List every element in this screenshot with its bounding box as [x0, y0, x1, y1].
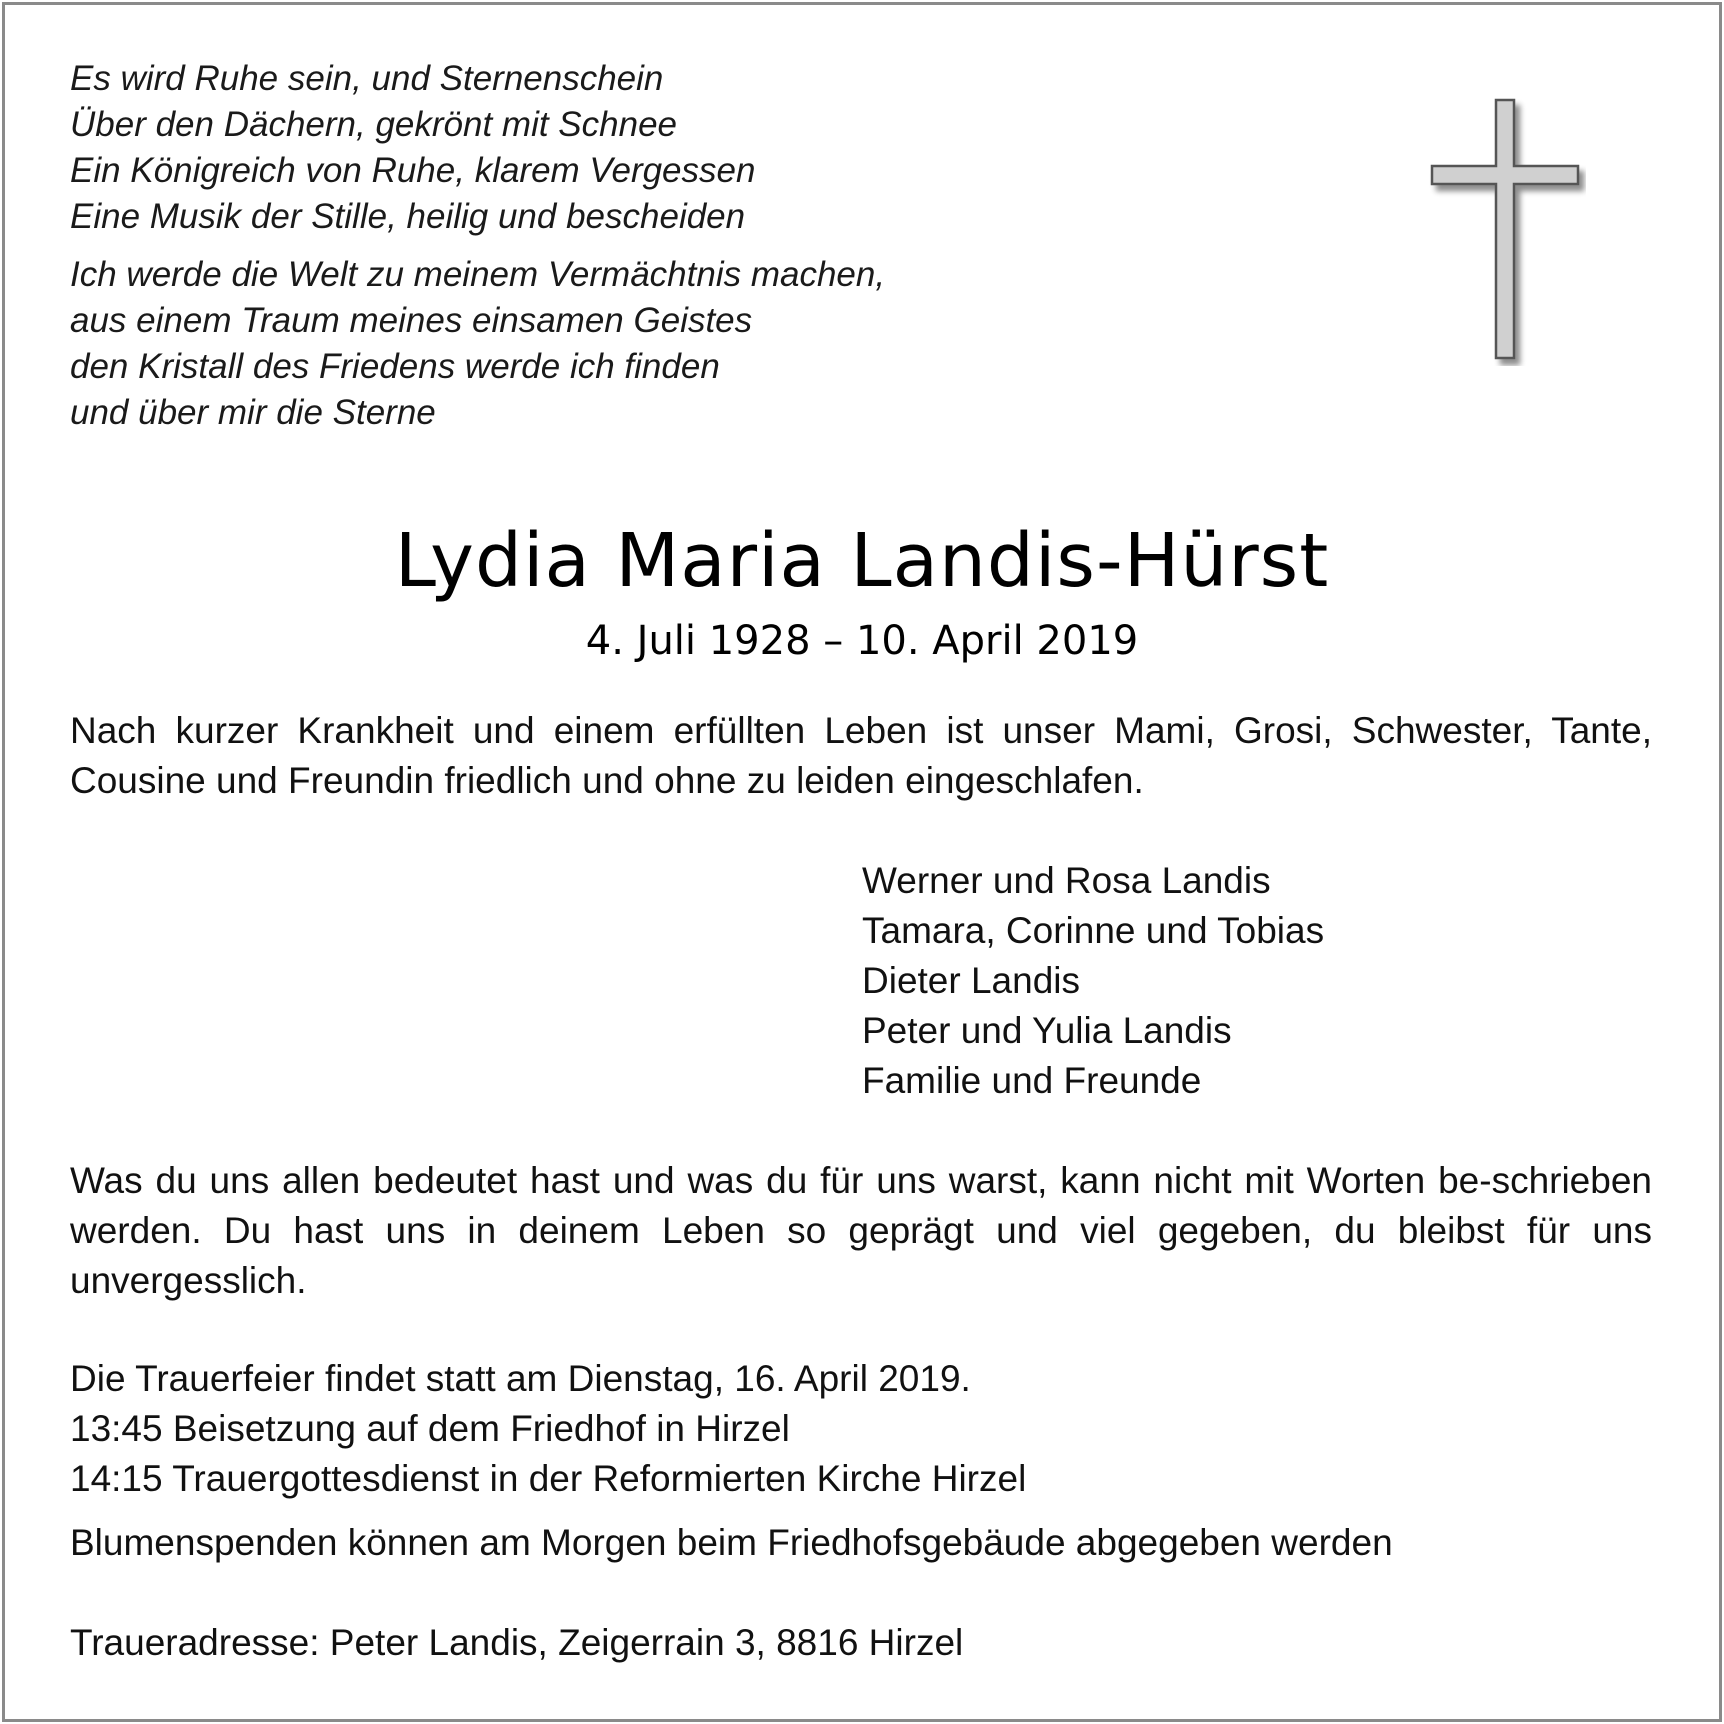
mourning-address: Traueradresse: Peter Landis, Zeigerrain 3, 8816 Hirzel [70, 1622, 964, 1663]
intro-text: Nach kurzer Krankheit und einem erfüllten Leben ist unser Mami, Grosi, Schwester, Tante, Cousine und Freundin friedlich und ohne zu leiden eingeschlafen. [70, 710, 1652, 801]
poem [70, 56, 885, 436]
signer: Tamara, Corinne und Tobias [862, 910, 1325, 951]
poem-stanza-2 [70, 252, 885, 436]
signer: Familie und Freunde [862, 1060, 1202, 1101]
cross-icon [1426, 96, 1586, 366]
flowers-note: Blumenspenden können am Morgen beim Friedhofsgebäude abgegeben werden [70, 1522, 1393, 1563]
signers-list [862, 856, 1324, 1106]
poem-line: Eine Musik der Stille, heilig und bescheiden [70, 197, 746, 236]
service-burial: 13:45 Beisetzung auf dem Friedhof in Hirzel [70, 1408, 790, 1449]
signer: Dieter Landis [862, 960, 1081, 1001]
poem-line: Ein Königreich von Ruhe, klarem Vergessen [70, 151, 756, 190]
service-info [70, 1354, 1026, 1504]
poem-line: und über mir die Sterne [70, 393, 436, 432]
poem-stanza-1 [70, 56, 885, 240]
poem-line: aus einem Traum meines einsamen Geistes [70, 301, 753, 340]
signer: Werner und Rosa Landis [862, 860, 1271, 901]
tribute-text: Was du uns allen bedeutet hast und was du für uns warst, kann nicht mit Worten be-schrieben werden. Du hast uns in deinem Leben so geprägt und viel gegeben, du bleibst für uns unvergesslich. [70, 1160, 1652, 1301]
poem-line: Es wird Ruhe sein, und Sternenschein [70, 59, 664, 98]
service-church: 14:15 Trauergottesdienst in der Reformierten Kirche Hirzel [70, 1458, 1027, 1499]
poem-line: Ich werde die Welt zu meinem Vermächtnis machen, [70, 255, 886, 294]
service-announcement: Die Trauerfeier findet statt am Dienstag, 16. April 2019. [70, 1358, 971, 1399]
poem-line: den Kristall des Friedens werde ich finden [70, 347, 720, 386]
signer: Peter und Yulia Landis [862, 1010, 1232, 1051]
poem-line: Über den Dächern, gekrönt mit Schnee [70, 105, 677, 144]
life-dates: 4. Juli 1928 – 10. April 2019 [585, 618, 1139, 664]
deceased-name: Lydia Maria Landis-Hürst [394, 518, 1330, 604]
